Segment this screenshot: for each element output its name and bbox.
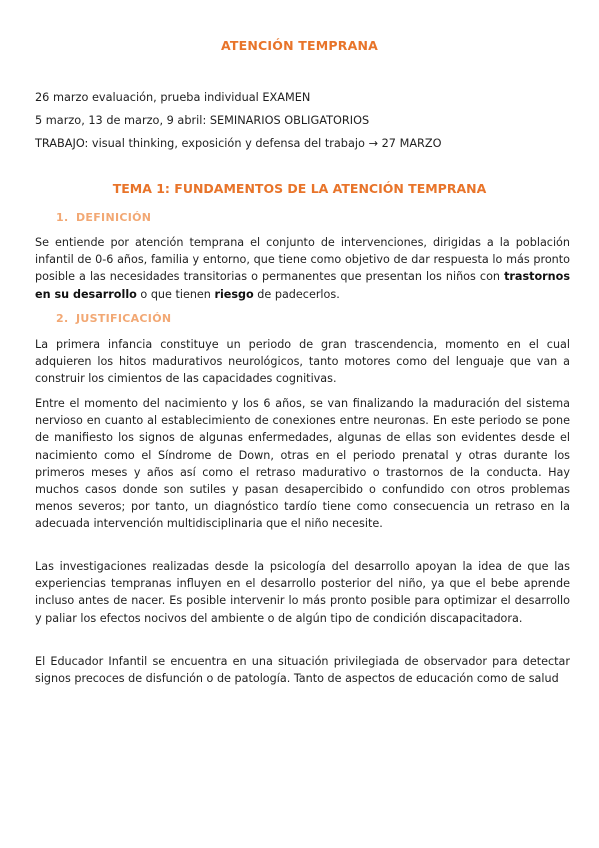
- topic-title: TEMA 1: FUNDAMENTOS DE LA ATENCIÓN TEMPRANA: [112, 181, 487, 196]
- definition-text-3: de padecerlos.: [253, 287, 340, 301]
- document-title: ATENCIÓN TEMPRANA: [221, 38, 378, 53]
- definition-bold-risk: riesgo: [214, 287, 254, 301]
- section-heading-justificacion: [56, 312, 171, 325]
- definition-bold-disorders: trastornos en su desarrollo: [35, 270, 570, 301]
- section-heading-definicion: [56, 211, 151, 224]
- justification-paragraph: El Educador Infantil se encuentra en una situación privilegiada de observador para detectar signos precoces de disfunción o de patología. Tanto de aspectos de educación como de salud: [35, 655, 570, 686]
- section-number: 1.: [56, 211, 69, 224]
- justification-paragraph: La primera infancia constituye un periodo de gran trascendencia, momento en el cual adquieren los hitos madurativos neurológicos, tanto motores como del lenguaje que van a construir los cimientos de las capacidades cognitivas.: [35, 338, 570, 386]
- definition-paragraph: [35, 234, 570, 303]
- seminars-line: 5 marzo, 13 de marzo, 9 abril: SEMINARIOS OBLIGATORIOS: [35, 114, 370, 127]
- exam-date-line: 26 marzo evaluación, prueba individual EXAMEN: [35, 91, 311, 104]
- definition-text-1: Se entiende por atención temprana el conjunto de intervenciones, dirigidas a la población infantil de 0-6 años, familia y entorno, que tiene como objetivo de dar respuesta lo más pronto posible a las necesidades transitorias o permanentes que presentan los niños con: [35, 236, 570, 284]
- justification-paragraph: Entre el momento del nacimiento y los 6 años, se van finalizando la maduración del sistema nervioso en cuanto al establecimiento de conexiones entre neuronas. En este periodo se pone de manifiesto los signos de algunas enfermedades, algunas de ellas son evidentes desde el nacimiento como el Síndrome de Down, otras en el periodo prenatal y otras durante los primeros meses y años así como el retraso madurativo o trastornos de la conducta. Hay muchos casos donde son sutiles y pasan desapercibido o confundido con otros problemas menos severos; por tanto, un diagnóstico tardío tiene como consecuencia un retraso en la adecuada intervención multidisciplinaria que el niño necesite.: [35, 397, 570, 531]
- assignment-line: TRABAJO: visual thinking, exposición y defensa del trabajo → 27 MARZO: [35, 137, 442, 150]
- section-heading-text: DEFINICIÓN: [76, 211, 152, 224]
- justification-paragraph: Las investigaciones realizadas desde la psicología del desarrollo apoyan la idea de que las experiencias tempranas influyen en el desarrollo posterior del niño, ya que el bebe aprende incluso antes de nacer. Es posible intervenir lo más pronto posible para optimizar el desarrollo y paliar los efectos nocivos del ambiente o de algún tipo de condición discapacitadora.: [35, 560, 570, 625]
- definition-text-2: o que tienen: [136, 287, 215, 301]
- section-heading-text: JUSTIFICACIÓN: [76, 312, 172, 325]
- section-number: 2.: [56, 312, 69, 325]
